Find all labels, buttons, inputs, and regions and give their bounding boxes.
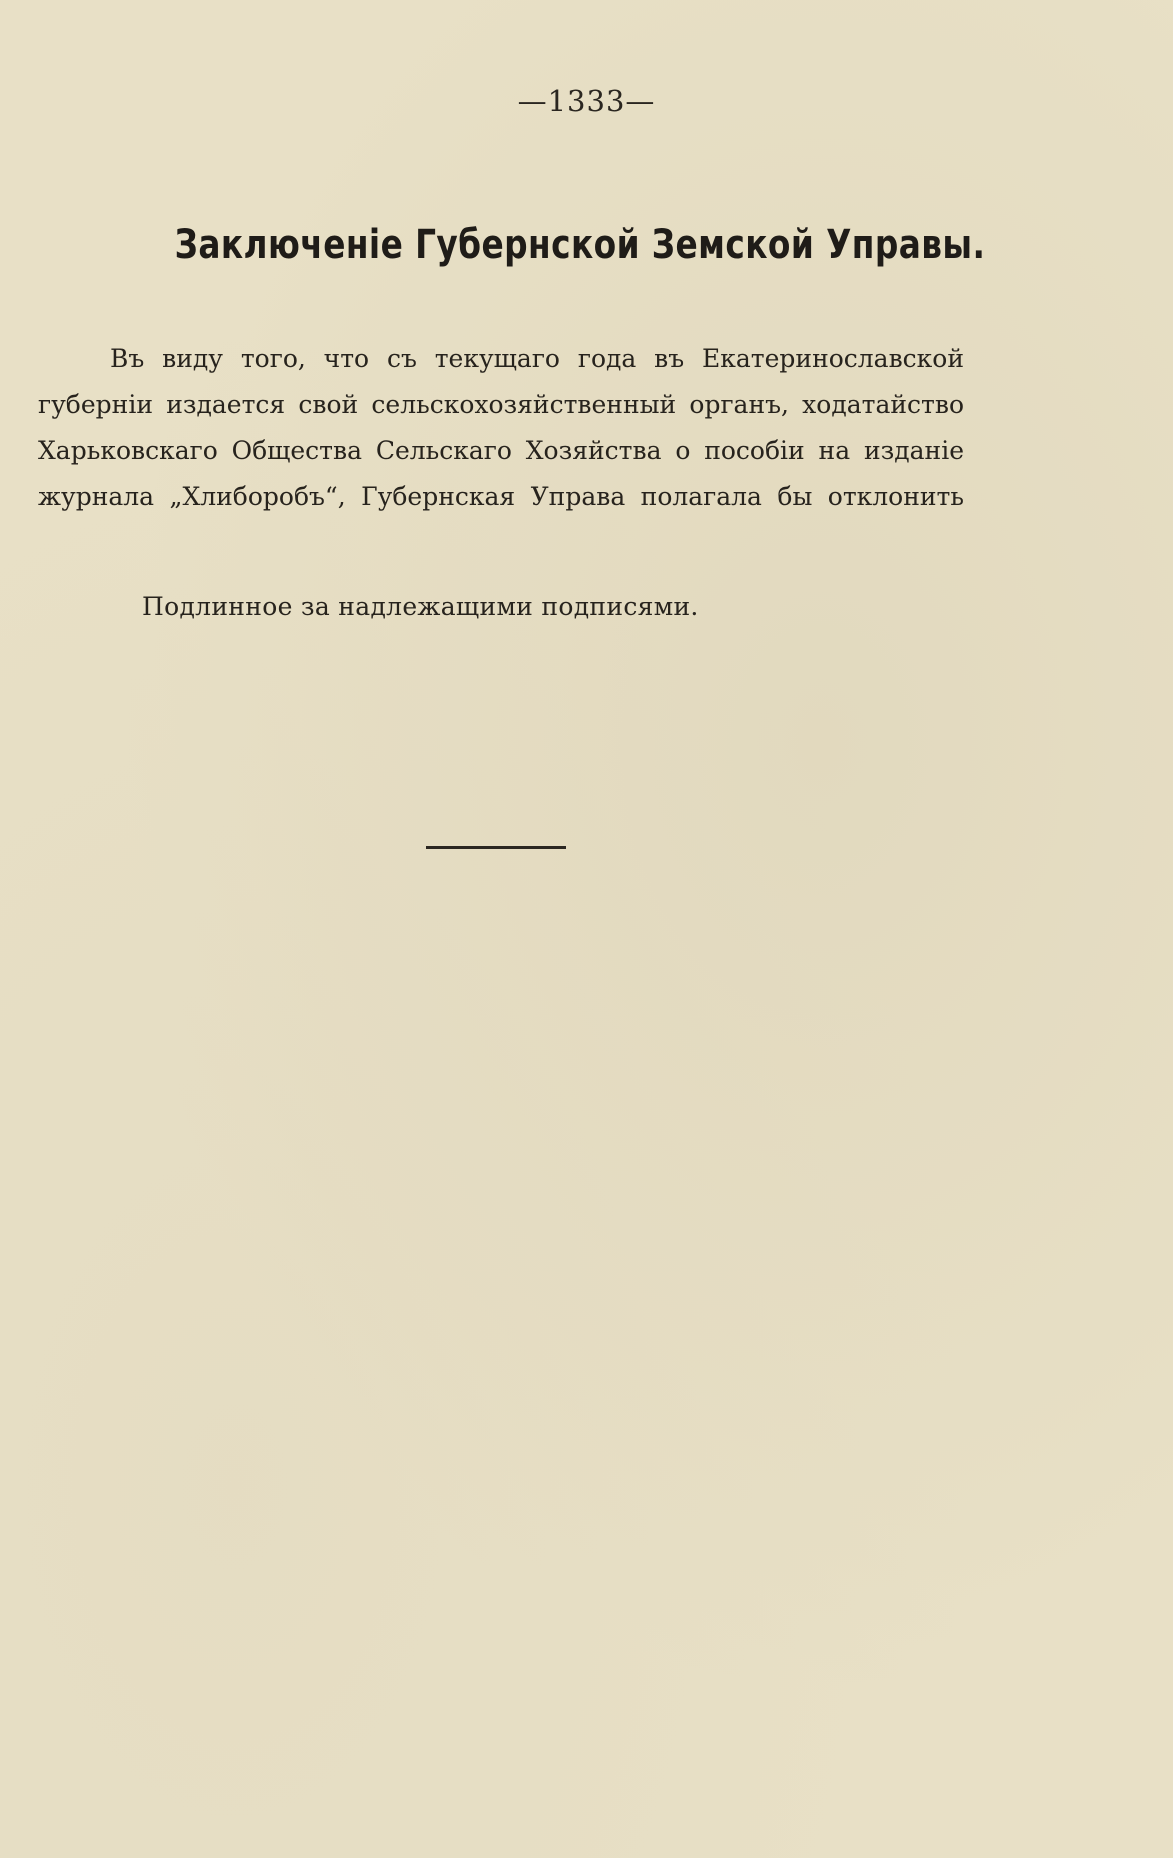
section-title: Заключеніе Губернской Земской Управы.	[174, 222, 986, 268]
page-number: —1333—	[517, 84, 656, 118]
signature-note: Подлинное за надлежащими подписями.	[142, 592, 699, 621]
paragraph-line: губерніи издается свой сельскохозяйственный органъ, ходатайство	[38, 390, 964, 419]
paragraph-line: Харьковскаго Общества Сельскаго Хозяйства о пособіи на изданіе	[38, 436, 964, 465]
closing-rule	[426, 846, 566, 849]
paragraph-line: Въ виду того, что съ текущаго года въ Екатеринославской	[110, 344, 964, 373]
body-paragraph	[38, 336, 964, 520]
paragraph-line: журнала „Хлиборобъ“, Губернская Управа полагала бы отклонить	[38, 482, 964, 511]
